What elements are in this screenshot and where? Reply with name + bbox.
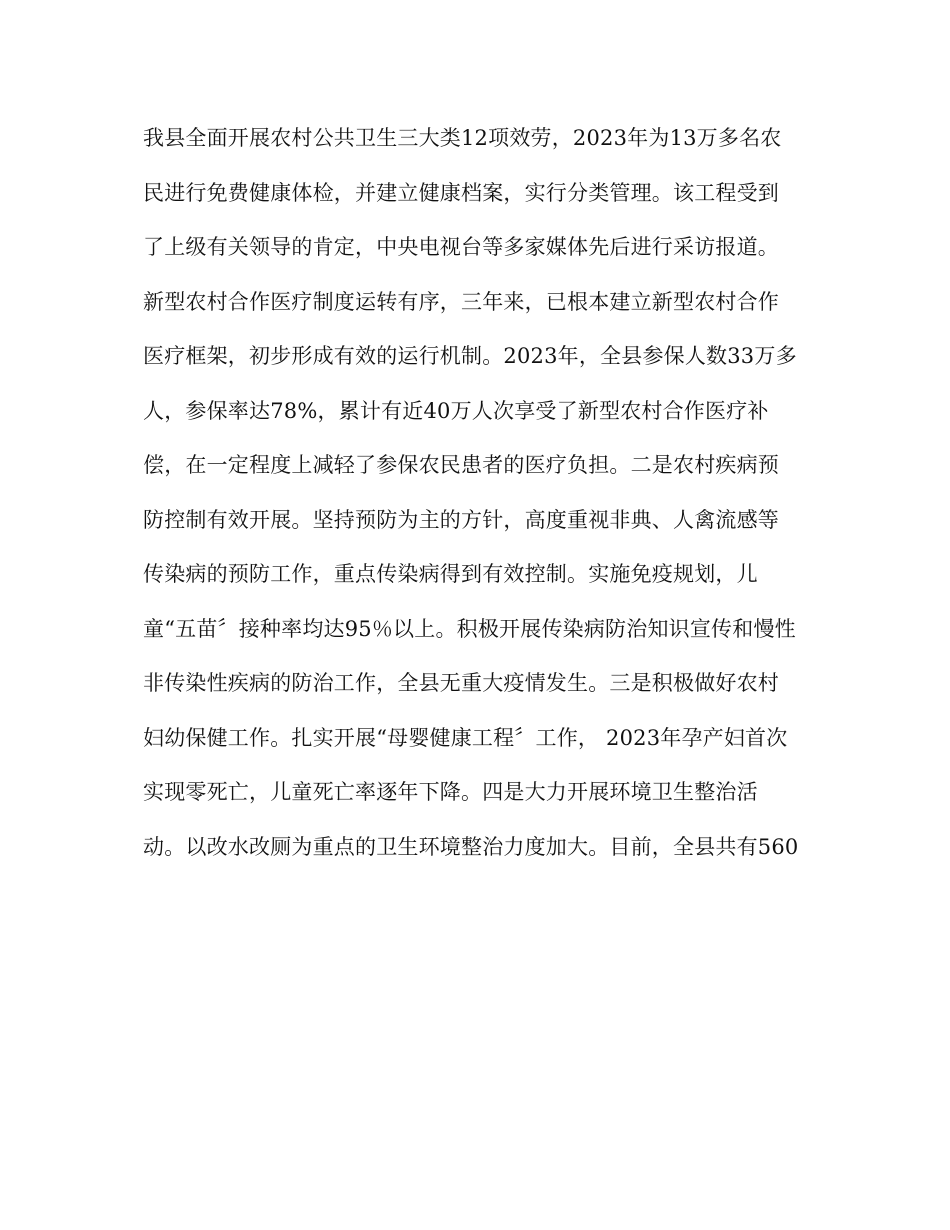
text-line: 妇幼保健工作。扎实开展“母婴健康工程〞工作， 2023年孕产妇首次 <box>143 725 788 750</box>
text-line: 非传染性疾病的防治工作，全县无重大疫情发生。三是积极做好农村 <box>143 671 779 695</box>
text-line: 新型农村合作医疗制度运转有序，三年来，已根本建立新型农村合作 <box>143 289 779 314</box>
text-line: 人，参保率达78%，累计有近40万人次享受了新型农村合作医疗补 <box>143 398 769 423</box>
body-paragraph <box>143 124 833 887</box>
text-line: 防控制有效开展。坚持预防为主的方针，高度重视非典、人禽流感等 <box>143 507 779 532</box>
text-line: 医疗框架，初步形成有效的运行机制。2023年，全县参保人数33万多 <box>143 344 797 368</box>
text-line: 实现零死亡，儿童死亡率逐年下降。四是大力开展环境卫生整治活 <box>143 780 758 804</box>
text-line: 我县全面开展农村公共卫生三大类12项效劳，2023年为13万多名农 <box>143 126 782 150</box>
text-line: 传染病的预防工作，重点传染病得到有效控制。实施免疫规划，儿 <box>143 562 758 586</box>
text-line: 了上级有关领导的肯定，中央电视台等多家媒体先后进行采访报道。 <box>143 235 779 259</box>
text-line: 民进行免费健康体检，并建立健康档案，实行分类管理。该工程受到 <box>143 180 779 205</box>
text-line: 动。以改水改厕为重点的卫生环境整治力度加大。目前，全县共有560 <box>143 834 799 859</box>
text-line: 童“五苗〞接种率均达95％以上。积极开展传染病防治知识宣传和慢性 <box>143 616 796 641</box>
text-line: 偿，在一定程度上减轻了参保农民患者的医疗负担。二是农村疾病预 <box>143 453 779 477</box>
